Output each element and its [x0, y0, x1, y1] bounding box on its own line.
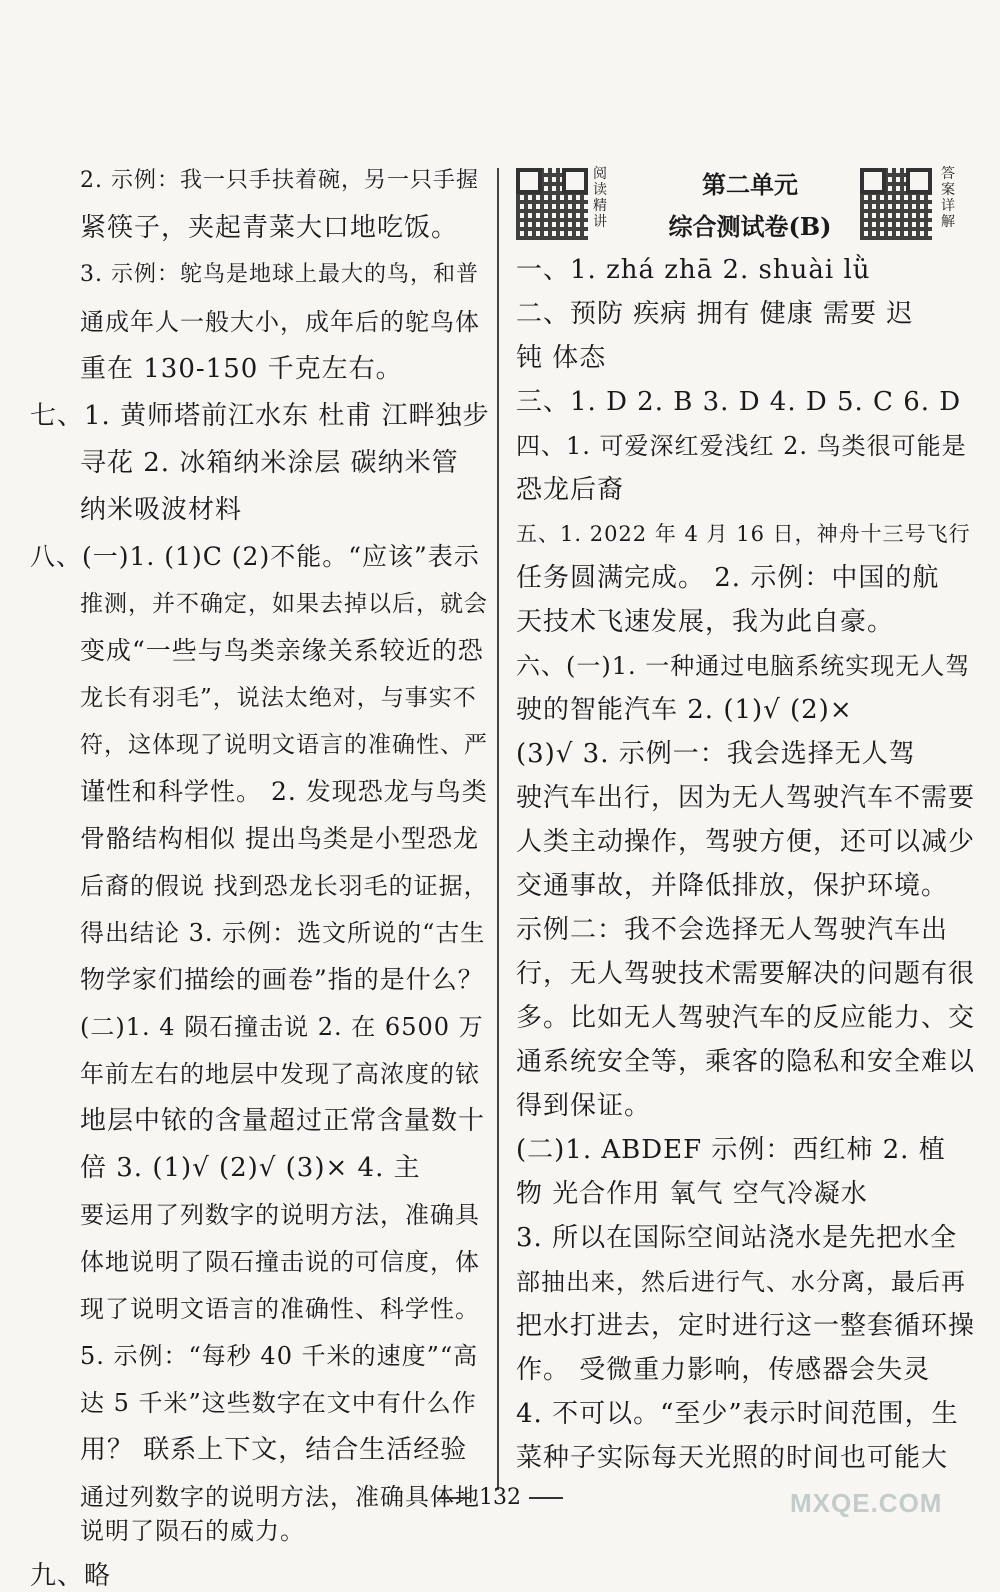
text-line: 龙长有羽毛”，说法太绝对，与事实不 [80, 685, 477, 711]
text-line: 地层中铱的含量超过正常含量数十 [80, 1106, 486, 1136]
text-line: 物学家们描绘的画卷”指的是什么？ [80, 965, 484, 994]
text-line: 寻花 2. 冰箱纳米涂层 碳纳米管 [80, 448, 459, 478]
text-line: 推测，并不确定，如果去掉以后，就会 [80, 591, 488, 617]
text-line: 年前左右的地层中发现了高浓度的铱 [80, 1060, 480, 1088]
text-line: 4. 不可以。“至少”表示时间范围，生 [516, 1399, 959, 1429]
text-line: 一、1. zhá zhā 2. shuài lǜ [516, 255, 871, 285]
text-line: 体地说明了陨石撞击说的可信度，体 [80, 1248, 480, 1276]
text-line: 3. 示例：鸵鸟是地球上最大的鸟，和普 [80, 262, 479, 287]
text-line: 用？ 联系上下文，结合生活经验 [80, 1435, 468, 1465]
text-line: 得到保证。 [516, 1091, 652, 1121]
text-line: 人类主动操作，驾驶方便，还可以减少 [516, 827, 976, 857]
text-line: 通成年人一般大小，成年后的鸵鸟体 [80, 308, 480, 336]
text-line: 三、1. D 2. B 3. D 4. D 5. C 6. D [516, 387, 962, 417]
qr-right-label: 答案详解 [941, 166, 955, 230]
section-subtitle: 综合测试卷(B) [668, 212, 832, 241]
text-line: 行，无人驾驶技术需要解决的问题有很 [516, 959, 976, 989]
text-line: 七、1. 黄师塔前江水东 杜甫 江畔独步 [30, 401, 490, 431]
text-line: 多。比如无人驾驶汽车的反应能力、交 [516, 1003, 976, 1033]
text-line: 现了说明文语言的准确性、科学性。 [80, 1295, 480, 1323]
text-line: 后裔的假说 找到恐龙长羽毛的证据， [80, 872, 489, 900]
text-line: 符，这体现了说明文语言的准确性、严 [80, 732, 488, 758]
text-line: 紧筷子，夹起青菜大口地吃饭。 [80, 213, 459, 243]
text-line: (3)√ 3. 示例一：我会选择无人驾 [516, 739, 916, 769]
page-number-text: 132 [479, 1485, 521, 1510]
text-line: 驶汽车出行，因为无人驾驶汽车不需要 [516, 783, 976, 813]
dash-right [529, 1497, 563, 1499]
text-line: 驶的智能汽车 2. (1)√ (2)× [516, 695, 853, 725]
text-line: 作。 受微重力影响，传感器会失灵 [516, 1355, 931, 1385]
text-line: 示例二：我不会选择无人驾驶汽车出 [516, 915, 949, 945]
text-line: 得出结论 3. 示例：选文所说的“古生 [80, 919, 486, 947]
text-line: 把水打进去，定时进行这一整套循环操 [516, 1311, 976, 1341]
text-line: (二)1. ABDEF 示例：西红柿 2. 植 [516, 1135, 946, 1165]
text-line: 五、1. 2022 年 4 月 16 日，神舟十三号飞行 [516, 522, 971, 546]
text-line: 菜种子实际每天光照的时间也可能大 [516, 1443, 949, 1473]
text-line: 说明了陨石的威力。 [80, 1517, 305, 1545]
watermark: MXQE.COM [790, 1488, 943, 1518]
text-line: 5. 示例：“每秒 40 千米的速度”“高 [80, 1342, 479, 1370]
text-line: (二)1. 4 陨石撞击说 2. 在 6500 万 [80, 1013, 484, 1041]
qr-left-label: 阅读精讲 [593, 166, 607, 230]
text-line: 3. 所以在国际空间站浇水是先把水全 [516, 1223, 958, 1253]
text-line: 倍 3. (1)√ (2)√ (3)× 4. 主 [80, 1153, 421, 1183]
text-line: 要运用了列数字的说明方法，准确具 [80, 1201, 480, 1229]
text-line: 九、略 [30, 1561, 112, 1591]
section-title: 第二单元 [702, 170, 798, 199]
column-divider [497, 168, 499, 1490]
text-line: 四、1. 可爱深红爱浅红 2. 鸟类很可能是 [516, 432, 967, 460]
text-line: 纳米吸波材料 [80, 495, 243, 525]
text-line: 交通事故，并降低排放，保护环境。 [516, 871, 949, 901]
text-line: 物 光合作用 氧气 空气冷凝水 [516, 1179, 868, 1209]
text-line: 骨骼结构相似 提出鸟类是小型恐龙 [80, 824, 479, 853]
qr-code-icon[interactable] [516, 168, 588, 240]
dash-left [437, 1497, 471, 1499]
text-line: 变成“一些与鸟类亲缘关系较近的恐 [80, 636, 484, 665]
text-line: 谨性和科学性。 2. 发现恐龙与鸟类 [80, 777, 488, 806]
text-line: 二、预防 疾病 拥有 健康 需要 迟 [516, 299, 914, 329]
text-line: 天技术飞速发展，我为此自豪。 [516, 607, 895, 637]
qr-code-icon[interactable] [860, 168, 932, 240]
text-line: 任务圆满完成。 2. 示例：中国的航 [516, 563, 940, 593]
text-line: 八、(一)1. (1)C (2)不能。“应该”表示 [30, 542, 480, 571]
text-line: 重在 130-150 千克左右。 [80, 354, 403, 384]
text-line: 通过列数字的说明方法，准确具体地 [80, 1483, 480, 1511]
text-line: 部抽出来，然后进行气、水分离，最后再 [516, 1268, 966, 1296]
text-line: 恐龙后裔 [516, 475, 625, 505]
text-line: 通系统安全等，乘客的隐私和安全难以 [516, 1047, 976, 1077]
text-line: 达 5 千米”这些数字在文中有什么作 [80, 1389, 477, 1417]
text-line: 2. 示例：我一只手扶着碗，另一只手握 [80, 168, 479, 193]
text-line: 六、(一)1. 一种通过电脑系统实现无人驾 [516, 652, 971, 680]
text-line: 钝 体态 [516, 343, 607, 373]
